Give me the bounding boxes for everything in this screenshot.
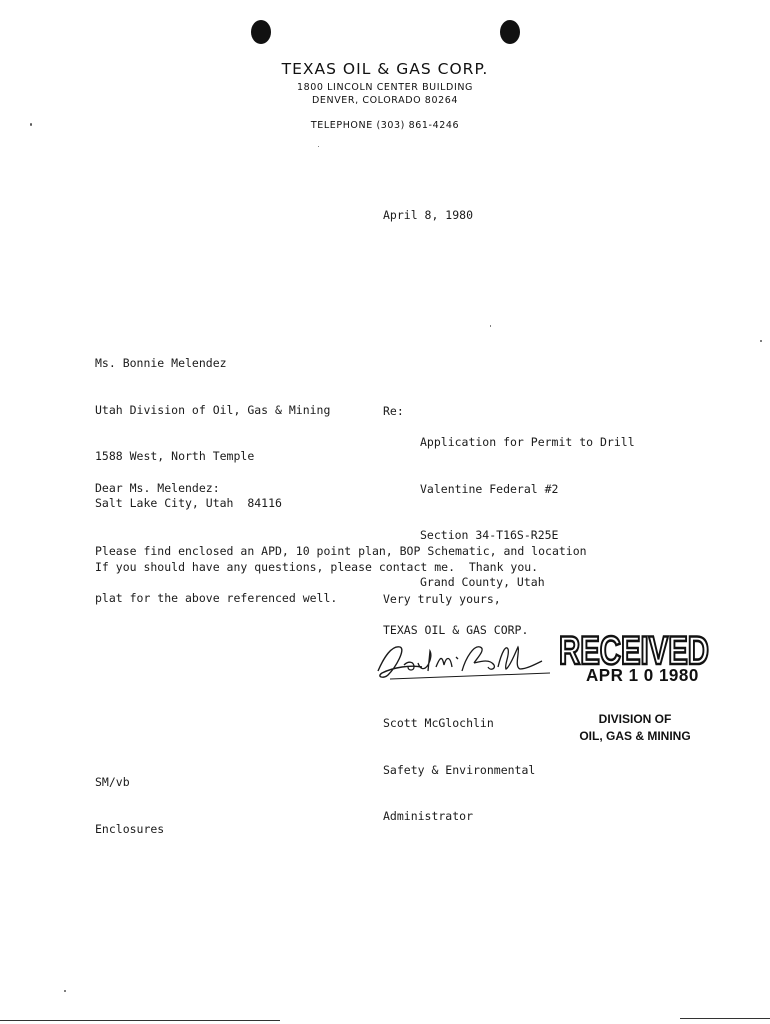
salutation: Dear Ms. Melendez: <box>95 481 220 495</box>
recipient-city: Salt Lake City, Utah 84116 <box>95 495 282 510</box>
reference-line2: Valentine Federal #2 <box>420 481 559 496</box>
letterhead-address-line2: DENVER, COLORADO 80264 <box>311 95 459 106</box>
signer-name: Scott McGlochlin <box>383 716 494 730</box>
scan-speck <box>30 123 32 126</box>
reference-label: Re: <box>383 404 404 418</box>
stamp-division-line2: OIL, GAS & MINING <box>579 729 691 743</box>
recipient-street: 1588 West, North Temple <box>95 449 255 463</box>
received-stamp-text: RECEIVED <box>559 629 709 673</box>
recipient-organization: Utah Division of Oil, Gas & Mining <box>95 402 331 417</box>
valediction: Very truly yours, <box>383 592 501 606</box>
footer-block <box>95 744 164 868</box>
scan-edge-line <box>680 1018 770 1019</box>
stamp-division-line1: DIVISION OF <box>598 712 672 726</box>
letter-date: April 8, 1980 <box>383 208 474 222</box>
recipient-block <box>95 325 330 542</box>
body-para1-line1: Please find enclosed an APD, 10 point plan, BOP Schematic, and location <box>95 544 587 558</box>
scan-speck <box>318 146 319 147</box>
reference-line4: Grand County, Utah <box>420 574 545 589</box>
signer-block <box>383 685 535 856</box>
closing-company: TEXAS OIL & GAS CORP. <box>383 623 529 637</box>
footer-enclosures: Enclosures <box>95 821 165 836</box>
body-para1-line2: plat for the above referenced well. <box>95 590 338 605</box>
letterhead-company: TEXAS OIL & GAS CORP. <box>281 60 489 78</box>
signature <box>370 637 555 687</box>
reference-line1: Application for Permit to Drill <box>420 435 635 449</box>
scan-speck <box>490 325 491 327</box>
scan-speck <box>760 340 762 342</box>
body-paragraph-2: If you should have any questions, please contact me. Thank you. <box>95 560 539 574</box>
signer-title-line2: Administrator <box>383 809 474 823</box>
scan-edge-line <box>0 1020 280 1021</box>
letterhead-telephone: TELEPHONE (303) 861-4246 <box>310 120 460 131</box>
received-stamp-date: APR 1 0 1980 <box>586 665 699 686</box>
signer-title-line1: Safety & Environmental <box>383 762 536 777</box>
scan-speck <box>64 990 66 992</box>
punch-hole-right <box>500 20 520 44</box>
recipient-name: Ms. Bonnie Melendez <box>95 356 227 370</box>
reference-line3: Section 34-T16S-R25E <box>420 528 559 542</box>
punch-hole-left <box>251 20 271 44</box>
letterhead-address-line1: 1800 LINCOLN CENTER BUILDING <box>296 82 474 93</box>
footer-initials: SM/vb <box>95 775 130 789</box>
